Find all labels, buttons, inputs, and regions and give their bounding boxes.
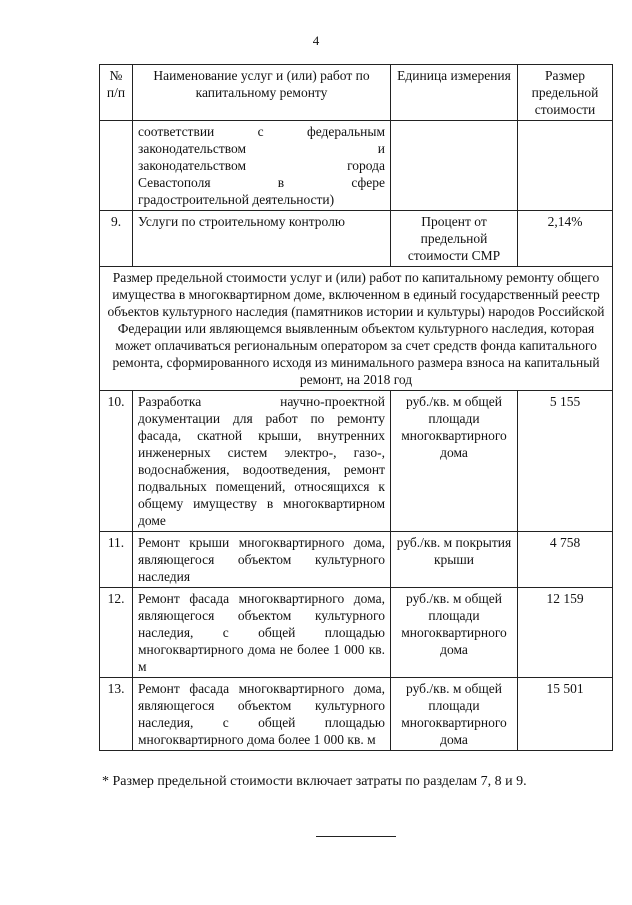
row-unit: руб./кв. м общей площади многоквартирного дома — [391, 391, 518, 532]
table-row — [100, 211, 613, 267]
row-unit: руб./кв. м общей площади многоквартирного дома — [391, 588, 518, 678]
row-name: Ремонт крыши многоквартирного дома, являющегося объектом культурного наследия — [133, 532, 391, 588]
row-unit: Процент от предельной стоимости СМР — [391, 211, 518, 267]
row-name: соответствии с федеральным законодательством и законодательством города Севастополя в сфере градостроительной деятельности) — [133, 121, 391, 211]
section-row — [100, 267, 613, 391]
header-unit: Единица измерения — [391, 65, 518, 121]
row-name: Ремонт фасада многоквартирного дома, являющегося объектом культурного наследия, с общей площадью многоквартирного дома более 1 000 кв. м — [133, 678, 391, 751]
row-cost: 2,14% — [518, 211, 613, 267]
section-heading: Размер предельной стоимости услуг и (или) работ по капитальному ремонту общего имущества в многоквартирном доме, включенном в единый государственный реестр объектов культурного наследия (памятников истории и культуры) народов Российской Федерации или являющемся выявленным объектом культурного наследия, которая может оплачиваться региональным оператором за счет средств фонда капитального ремонта, сформированного исходя из минимального размера взноса на капитальный ремонт, на 2018 год — [100, 267, 613, 391]
header-row — [100, 65, 613, 121]
row-num: 10. — [100, 391, 133, 532]
row-num: 9. — [100, 211, 133, 267]
table-row — [100, 588, 613, 678]
table-row — [100, 678, 613, 751]
row-num: 13. — [100, 678, 133, 751]
row-num: 12. — [100, 588, 133, 678]
row-name: Услуги по строительному контролю — [133, 211, 391, 267]
row-unit — [391, 121, 518, 211]
row-unit: руб./кв. м общей площади многоквартирного дома — [391, 678, 518, 751]
table-row — [100, 391, 613, 532]
row-cost — [518, 121, 613, 211]
page-number: 4 — [312, 33, 320, 48]
row-cost: 4 758 — [518, 532, 613, 588]
row-cost: 5 155 — [518, 391, 613, 532]
footnote: * Размер предельной стоимости включает затраты по разделам 7, 8 и 9. — [102, 774, 527, 789]
row-num: 11. — [100, 532, 133, 588]
table-row — [100, 532, 613, 588]
header-cost: Размер предельной стоимости — [518, 65, 613, 121]
header-name: Наименование услуг и (или) работ по капитальному ремонту — [133, 65, 391, 121]
row-unit: руб./кв. м покрытия крыши — [391, 532, 518, 588]
cost-table — [99, 64, 613, 751]
row-cost: 15 501 — [518, 678, 613, 751]
row-num — [100, 121, 133, 211]
row-cost: 12 159 — [518, 588, 613, 678]
header-num: № п/п — [100, 65, 133, 121]
closing-divider — [316, 836, 396, 837]
row-name: Разработка научно-проектной документации для работ по ремонту фасада, скатной крыши, внутренних инженерных систем электро-, газо-, водоснабжения, водоотведения, ремонт подвальных помещений, относящихся к общему имуществу в многоквартирном доме — [133, 391, 391, 532]
table-row-continuation — [100, 121, 613, 211]
row-name: Ремонт фасада многоквартирного дома, являющегося объектом культурного наследия, с общей площадью многоквартирного дома не более 1 000 кв. м — [133, 588, 391, 678]
